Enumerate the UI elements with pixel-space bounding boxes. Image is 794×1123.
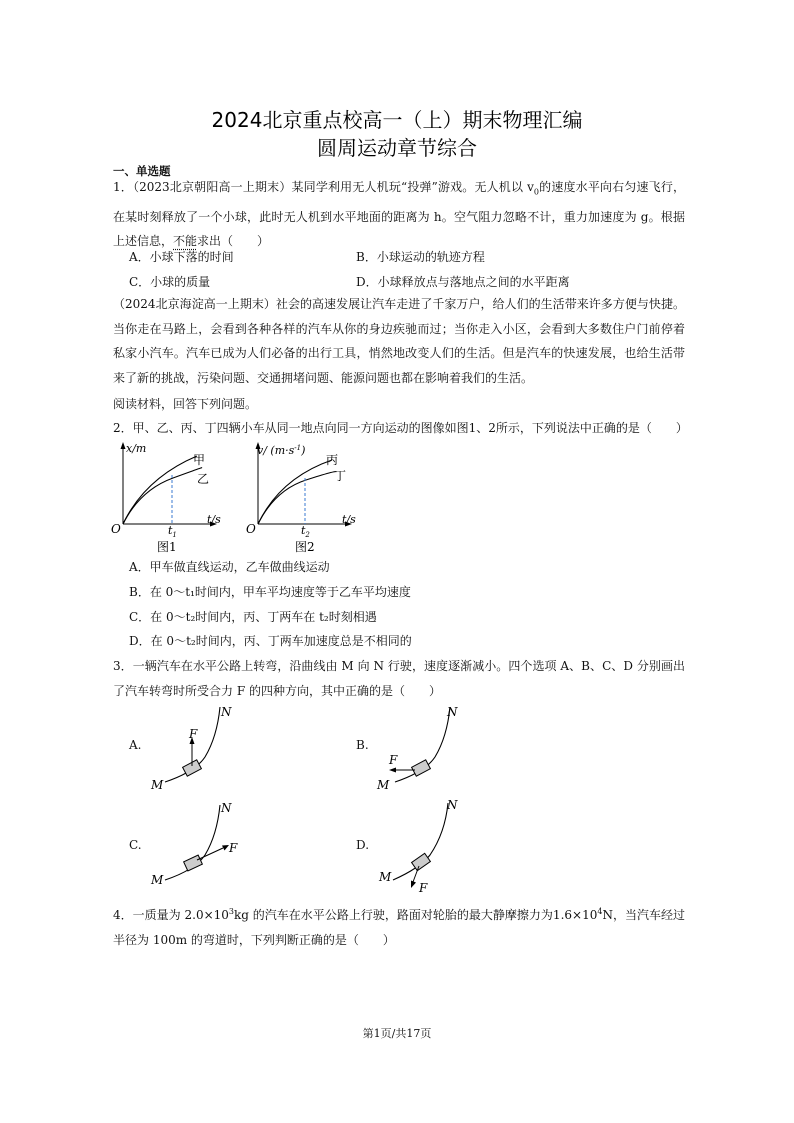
point-m-label: M xyxy=(379,870,392,884)
force-label: F xyxy=(389,753,398,767)
fig1-tick-t1: $t_1$ xyxy=(168,524,177,539)
figure-2-graph xyxy=(240,438,370,558)
document-subtitle: 圆周运动章节综合 xyxy=(317,136,477,160)
fig1-label-jia: 甲 xyxy=(193,453,206,467)
fig2-ylabel: v/ $(m\cdot s^{-1})$ xyxy=(257,444,306,457)
q1-option-d: D．小球释放点与落地点之间的水平距离 xyxy=(356,275,570,289)
point-n-label: N xyxy=(221,705,232,719)
point-m-label: M xyxy=(151,873,164,887)
page-number: 第1页/共17页 xyxy=(362,1027,432,1040)
section-heading: 一、单选题 xyxy=(113,164,171,178)
reading-prompt: 阅读材料，回答下列问题。 xyxy=(113,397,258,411)
point-m-label: M xyxy=(151,778,164,792)
force-label: F xyxy=(419,881,428,895)
curve-ding xyxy=(258,472,336,524)
point-n-label: N xyxy=(447,798,458,812)
q1-option-a: A．小球下落的时间 xyxy=(129,250,234,264)
curve-bing xyxy=(258,460,332,524)
point-m-label: M xyxy=(377,778,390,792)
q2-option-a: A．甲车做直线运动，乙车做曲线运动 xyxy=(129,560,330,574)
force-label: F xyxy=(189,727,198,741)
document-title: 2024北京重点校高一（上）期末物理汇编 xyxy=(211,108,583,132)
question-4-stem: 4．一质量为 $2.0\times 10^3kg$ 的汽车在水平公路上行驶，路面对轮胎的最大静摩擦力为$1.6\times 10^4N$，当汽车经过半径为 100m 的弯道时，下列判断正确的是（ ） xyxy=(113,907,685,947)
fig2-tick-t2: $t_2$ xyxy=(301,524,310,539)
force-label: F xyxy=(229,841,238,855)
reading-material: （2024北京海淀高一上期末）社会的高速发展让汽车走进了千家万户，给人们的生活带来许多方便与快捷。当你走在马路上，会看到各种各样的汽车从你的身边疾驰而过；当你走入小区，会看到大多数住户门前停着私家小汽车。汽车已成为人们必备的出行工具，悄然地改变人们的生活。但是汽车的快速发展，也给生活带来了新的挑战，污染问题、交通拥堵问题、能源问题也都在影响着我们的生活。 xyxy=(113,297,685,385)
q3-figure-d xyxy=(375,795,475,895)
question-2-stem: 2．甲、乙、丙、丁四辆小车从同一地点向同一方向运动的图像如图1、2所示，下列说法中正确的是（ ） xyxy=(113,421,688,435)
fig1-label-yi: 乙 xyxy=(197,472,210,486)
q2-option-d: D．在 0～t₂时间内，丙、丁两车加速度总是不相同的 xyxy=(129,634,412,648)
q3-option-a-letter: A. xyxy=(129,738,142,752)
q1-option-b: B．小球运动的轨迹方程 xyxy=(356,250,485,264)
fig1-caption: 图1 xyxy=(157,540,177,554)
point-n-label: N xyxy=(221,801,232,815)
q3-figure-b xyxy=(375,702,475,792)
q3-figure-c xyxy=(145,800,255,890)
q1-option-c: C．小球的质量 xyxy=(129,275,211,289)
q2-option-c: C．在 0～t₂时间内，丙、丁两车在 t₂时刻相遇 xyxy=(129,610,377,624)
point-n-label: N xyxy=(447,705,458,719)
q2-option-b: B．在 0～t₁时间内，甲车平均速度等于乙车平均速度 xyxy=(129,585,411,599)
q3-option-b-letter: B. xyxy=(356,738,369,752)
emphasis-text: 不能 xyxy=(173,234,198,249)
fig2-label-ding: 丁 xyxy=(334,469,347,483)
curve-jia xyxy=(123,456,197,524)
fig1-ylabel: x/m xyxy=(126,442,147,455)
fig2-caption: 图2 xyxy=(295,540,315,554)
fig1-origin: O xyxy=(111,522,121,536)
fig1-xlabel: t/s xyxy=(207,513,221,526)
fig2-xlabel: t/s xyxy=(342,513,356,526)
q3-option-c-letter: C. xyxy=(129,838,142,852)
q3-option-d-letter: D. xyxy=(356,838,370,852)
figure-1-graph xyxy=(105,438,235,558)
fig2-origin: O xyxy=(246,522,256,536)
fig2-label-bing: 丙 xyxy=(326,453,339,467)
q3-figure-a xyxy=(145,702,245,792)
question-1-stem: 1．（2023北京朝阳高一上期末）某同学利用无人机玩“投弹”游戏。无人机以 $v_0$的速度水平向右匀速飞行，在某时刻释放了一个小球，此时无人机到水平地面的距离为 h。空气阻力忽略不计，重力加速度为 g。根据上述信息，不能求出（ ） xyxy=(113,180,685,249)
question-3-stem: 3．一辆汽车在水平公路上转弯，沿曲线由 M 向 N 行驶，速度逐渐减小。四个选项 A、B、C、D 分别画出了汽车转弯时所受合力 F 的四种方向，其中正确的是（ ） xyxy=(113,659,685,698)
